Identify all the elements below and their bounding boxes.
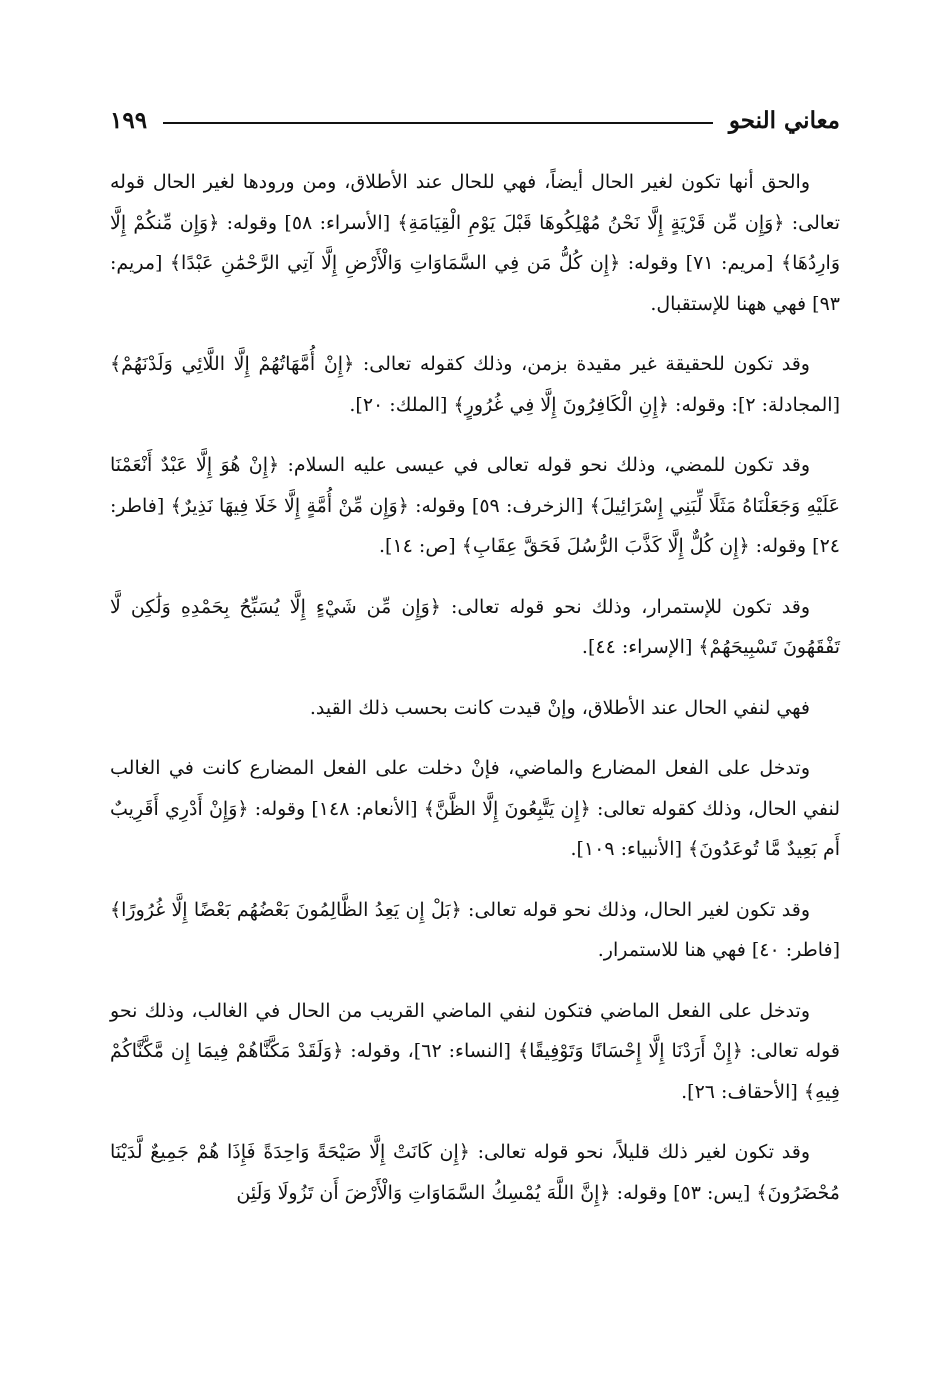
- paragraph-8: وتدخل على الفعل الماضي فتكون لنفي الماضي القريب من الحال في الغالب، وذلك نحو قوله تعالى: ﴿إِنْ أَرَدْنَا إِلَّا إِحْسَانًا وَتَوْفِيقًا﴾ [النساء: ٦٢]، وقوله: ﴿وَلَقَدْ مَكَّنَّاهُمْ فِيمَا إِن مَّكَّنَّاكُمْ فِيهِ﴾ [الأحقاف: ٢٦].: [110, 999, 841, 1103]
- header-rule: [163, 122, 713, 124]
- paragraph-9: وقد تكون لغير ذلك قليلاً، نحو قوله تعالى: ﴿إِن كَانَتْ إِلَّا صَيْحَةً وَاحِدَةً فَإِذَا هُمْ جَمِيعٌ لَّدَيْنَا مُحْضَرُونَ﴾ [يس: ٥٣] وقوله: ﴿إِنَّ اللَّهَ يُمْسِكُ السَّمَاوَاتِ وَالْأَرْضَ أَن تَزُولَا وَلَئِن: [110, 1141, 840, 1204]
- book-title: معاني النحو: [728, 106, 840, 134]
- paragraph-6: وتدخل على الفعل المضارع والماضي، فإنْ دخلت على الفعل المضارع كانت في الغالب لنفي الحال، وذلك كقوله تعالى: ﴿إِن يَتَّبِعُونَ إِلَّا الظَّنَّ﴾ [الأنعام: ١٤٨] وقوله: ﴿وَإِنْ أَدْرِي أَقَرِيبٌ أَم بَعِيدٌ مَّا تُوعَدُونَ﴾ [الأنبياء: ١٠٩].: [110, 757, 840, 860]
- paragraph-4: وقد تكون للإستمرار، وذلك نحو قوله تعالى: ﴿وَإِن مِّن شَيْءٍ إِلَّا يُسَبِّحُ بِحَمْدِهِ وَلَٰكِن لَّا تَفْقَهُونَ تَسْبِيحَهُمْ﴾ [الإسراء: ٤٤].: [110, 595, 840, 658]
- paragraph-3: وقد تكون للمضي، وذلك نحو قوله تعالى في عيسى عليه السلام: ﴿إِنْ هُوَ إِلَّا عَبْدٌ أَنْعَمْنَا عَلَيْهِ وَجَعَلْنَاهُ مَثَلًا لِّبَنِي إِسْرَائِيلَ﴾ [الزخرف: ٥٩] وقوله: ﴿وَإِن مِّنْ أُمَّةٍ إِلَّا خَلَا فِيهَا نَذِيرٌ﴾ [فاطر: ٢٤] وقوله: ﴿إِن كُلٌّ إِلَّا كَذَّبَ الرُّسُلَ فَحَقَّ عِقَابِ﴾ [ص: ١٤].: [110, 454, 840, 557]
- paragraph-1: والحق أنها تكون لغير الحال أيضاً، فهي للحال عند الأطلاق، ومن ورودها لغير الحال قوله تعالى: ﴿وَإِن مِّن قَرْيَةٍ إِلَّا نَحْنُ مُهْلِكُوهَا قَبْلَ يَوْمِ الْقِيَامَةِ﴾ [الأسراء: ٥٨] وقوله: ﴿وَإِن مِّنكُمْ إِلَّا وَارِدُهَا﴾ [مريم: ٧١] وقوله: ﴿إِن كُلُّ مَن فِي السَّمَاوَاتِ وَالْأَرْضِ إِلَّا آتِي الرَّحْمَٰنِ عَبْدًا﴾ [مريم: ٩٣] فهي ههنا للإستقبال.: [110, 171, 841, 315]
- paragraph-2: وقد تكون للحقيقة غير مقيدة بزمن، وذلك كقوله تعالى: ﴿إِنْ أُمَّهَاتُهُمْ إِلَّا اللَّائِي وَلَدْنَهُمْ﴾ [المجادلة: ٢]: وقوله: ﴿إِنِ الْكَافِرُونَ إِلَّا فِي غُرُورٍ﴾ [الملك: ٢٠].: [110, 353, 840, 416]
- book-page: [110, 100, 840, 1233]
- running-header: [110, 100, 840, 140]
- body-text: [110, 162, 840, 1213]
- paragraph-7: وقد تكون لغير الحال، وذلك نحو قوله تعالى: ﴿بَلْ إِن يَعِدُ الظَّالِمُونَ بَعْضُهُم بَعْضًا إِلَّا غُرُورًا﴾ [فاطر: ٤٠] فهي هنا للاستمرار.: [110, 898, 840, 961]
- page-number: ١٩٩: [110, 106, 148, 134]
- paragraph-5: فهي لنفي الحال عند الأطلاق، وإنْ قيدت كانت بحسب ذلك القيد.: [309, 696, 810, 719]
